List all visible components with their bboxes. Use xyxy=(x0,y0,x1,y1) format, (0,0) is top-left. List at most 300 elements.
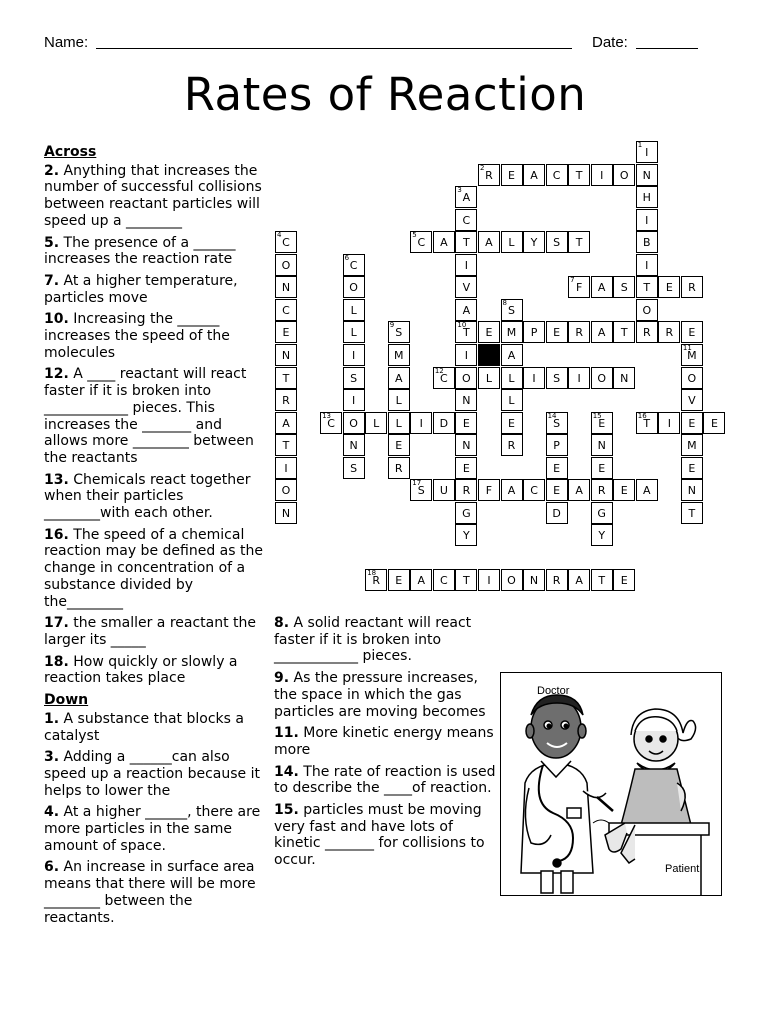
cell-letter: A xyxy=(597,281,606,295)
grid-cell xyxy=(681,321,703,343)
cell-letter: C xyxy=(440,574,448,588)
cell-letter: N xyxy=(281,281,291,295)
grid-cell xyxy=(546,321,568,343)
cell-letter: E xyxy=(282,326,290,340)
grid-cell xyxy=(501,344,523,366)
cell-letter: M xyxy=(506,326,517,340)
grid-cell xyxy=(591,502,613,524)
cell-letter: I xyxy=(577,371,581,385)
grid-cell xyxy=(433,231,455,253)
grid-cell xyxy=(388,389,410,411)
grid-cell xyxy=(478,367,500,389)
cell-letter: S xyxy=(553,236,561,250)
clue-number: 5 xyxy=(412,231,417,240)
cell-letter: I xyxy=(464,348,469,362)
cell-letter: E xyxy=(710,416,718,430)
cell-letter: T xyxy=(463,236,470,250)
grid-cell xyxy=(410,231,432,253)
grid-cell xyxy=(591,412,613,434)
grid-cell xyxy=(546,367,568,389)
grid-cell xyxy=(658,276,680,298)
cell-letter: R xyxy=(552,574,561,588)
across-heading: Across xyxy=(44,144,97,160)
grid-cell xyxy=(343,321,365,343)
grid-cell xyxy=(546,434,568,456)
grid-black-cell xyxy=(478,344,500,366)
grid-cell xyxy=(568,321,590,343)
cell-letter: L xyxy=(485,371,492,385)
cell-letter: V xyxy=(462,281,471,295)
cell-letter: O xyxy=(687,371,697,385)
grid-cell xyxy=(523,164,545,186)
down-clue-4: 4. At a higher ______, there are more particles in the same amount of space. xyxy=(44,804,261,854)
cell-letter: T xyxy=(688,506,696,520)
grid-cell xyxy=(275,457,297,479)
grid-cell xyxy=(343,344,365,366)
grid-cell xyxy=(658,321,680,343)
grid-cell xyxy=(501,321,523,343)
grid-cell xyxy=(275,367,297,389)
name-label: Name: xyxy=(44,34,89,51)
clue-number: 13 xyxy=(322,411,332,420)
grid-cell xyxy=(591,367,613,389)
grid-cell xyxy=(388,344,410,366)
cell-letter: E xyxy=(553,326,561,340)
across-clue-18: 18. How quickly or slowly a reaction takes place xyxy=(44,653,238,687)
grid-cell xyxy=(478,321,500,343)
cell-letter: R xyxy=(597,484,606,498)
cell-letter: U xyxy=(439,484,448,498)
grid-cell xyxy=(455,276,477,298)
cell-letter: C xyxy=(282,303,290,317)
grid-cell xyxy=(365,412,387,434)
cell-letter: T xyxy=(620,326,628,340)
cell-letter: S xyxy=(553,371,561,385)
grid-cell xyxy=(636,479,658,501)
cell-letter: N xyxy=(281,348,291,362)
cell-letter: C xyxy=(349,258,358,272)
grid-cell xyxy=(681,367,703,389)
grid-cell xyxy=(455,479,477,501)
grid-cell xyxy=(546,412,568,434)
cell-letter: R xyxy=(394,461,403,475)
grid-cell xyxy=(433,479,455,501)
cell-letter: E xyxy=(462,461,470,475)
grid-cell xyxy=(636,412,658,434)
grid-cell xyxy=(388,434,410,456)
cell-letter: E xyxy=(553,484,561,498)
grid-cell xyxy=(410,412,432,434)
cell-letter: T xyxy=(598,574,606,588)
cell-letter: T xyxy=(282,439,290,453)
grid-cell xyxy=(591,321,613,343)
grid-cell xyxy=(388,412,410,434)
cell-letter: L xyxy=(395,394,402,408)
grid-cell xyxy=(343,389,365,411)
cell-letter: A xyxy=(282,416,290,430)
grid-cell xyxy=(455,231,477,253)
down-clue-3: 3. Adding a ______can also speed up a reaction because it helps to lower the xyxy=(44,749,260,799)
cell-letter: B xyxy=(643,236,651,250)
clue-number: 12 xyxy=(434,366,444,375)
grid-cell xyxy=(636,276,658,298)
cell-letter: I xyxy=(600,168,604,182)
cell-letter: L xyxy=(395,416,402,430)
grid-cell xyxy=(343,434,365,456)
grid-cell xyxy=(455,186,477,208)
cell-letter: N xyxy=(462,394,471,408)
grid-cell xyxy=(568,367,590,389)
grid-cell xyxy=(478,569,500,591)
cell-letter: M xyxy=(687,439,697,453)
cell-letter: T xyxy=(575,168,583,182)
cell-letter: C xyxy=(462,213,471,227)
grid-cell xyxy=(636,321,658,343)
grid-cell xyxy=(455,389,477,411)
grid-cell xyxy=(501,479,523,501)
cell-letter: C xyxy=(440,371,448,385)
clue-number: 16 xyxy=(637,411,647,420)
cell-letter: Y xyxy=(598,529,606,543)
cell-letter: R xyxy=(688,281,696,295)
cell-letter: E xyxy=(508,416,515,430)
grid-cell xyxy=(275,479,297,501)
cell-letter: R xyxy=(575,326,583,340)
cell-letter: F xyxy=(575,281,583,295)
grid-cell xyxy=(501,164,523,186)
cell-letter: L xyxy=(508,371,515,385)
cell-letter: L xyxy=(508,394,515,408)
cell-letter: A xyxy=(462,191,471,205)
grid-cell xyxy=(591,569,613,591)
cell-letter: R xyxy=(485,168,493,182)
grid-cell xyxy=(636,299,658,321)
cell-letter: I xyxy=(487,574,491,588)
cell-letter: O xyxy=(642,303,652,317)
cell-letter: M xyxy=(394,348,404,362)
name-date-line xyxy=(44,34,704,54)
clue-number: 3 xyxy=(457,186,462,195)
grid-cell xyxy=(613,321,635,343)
grid-cell xyxy=(523,479,545,501)
cell-letter: I xyxy=(645,258,649,272)
clues-right-column xyxy=(274,615,496,874)
grid-cell xyxy=(681,412,703,434)
cell-letter: I xyxy=(645,213,649,227)
cell-letter: I xyxy=(464,258,469,272)
grid-cell xyxy=(568,276,590,298)
cell-letter: C xyxy=(282,236,290,250)
grid-cell xyxy=(275,276,297,298)
down-clue-14: 14. The rate of reaction is used to describe the ____of reaction. xyxy=(274,763,496,797)
cell-letter: N xyxy=(349,439,358,453)
grid-cell xyxy=(501,231,523,253)
grid-cell xyxy=(703,412,725,434)
cell-letter: A xyxy=(597,326,606,340)
grid-cell xyxy=(681,276,703,298)
cell-letter: I xyxy=(352,348,356,362)
cell-letter: S xyxy=(553,416,561,430)
grid-cell xyxy=(275,254,297,276)
cell-letter: E xyxy=(395,574,403,588)
cell-letter: T xyxy=(643,281,651,295)
cell-letter: O xyxy=(507,574,516,588)
cell-letter: L xyxy=(350,326,357,340)
grid-cell xyxy=(636,254,658,276)
grid-cell xyxy=(591,524,613,546)
cell-letter: R xyxy=(665,326,674,340)
across-clue-12: 12. A ____ reactant will react faster if it is broken into ____________ pieces. This increases the _______ and allows more ________ between the reactants xyxy=(44,366,254,466)
cell-letter: H xyxy=(642,191,651,205)
cell-letter: P xyxy=(553,439,560,453)
clue-number: 4 xyxy=(277,231,282,240)
cell-letter: N xyxy=(281,506,291,520)
doctor-patient-drawing xyxy=(501,673,721,895)
clue-number: 8 xyxy=(502,298,507,307)
across-clue-17: 17. the smaller a reactant the larger its _____ xyxy=(44,615,257,648)
grid-cell xyxy=(501,389,523,411)
name-blank xyxy=(96,48,572,49)
grid-cell xyxy=(546,457,568,479)
grid-cell xyxy=(546,231,568,253)
grid-cell xyxy=(343,299,365,321)
cell-letter: A xyxy=(643,484,651,498)
cell-letter: O xyxy=(349,281,358,295)
cell-letter: A xyxy=(507,348,516,362)
grid-cell xyxy=(591,276,613,298)
across-clue-16: 16. The speed of a chemical reaction may be defined as the change in concentration of a substance divided by the________ xyxy=(44,526,263,610)
clue-number: 10 xyxy=(457,321,467,330)
cell-letter: G xyxy=(597,506,606,520)
date-blank xyxy=(636,48,698,49)
down-heading: Down xyxy=(44,692,89,709)
cell-letter: Y xyxy=(463,529,470,543)
grid-cell xyxy=(591,434,613,456)
cell-letter: O xyxy=(462,371,471,385)
cell-letter: R xyxy=(507,439,516,453)
cell-letter: N xyxy=(620,371,629,385)
cell-letter: E xyxy=(620,484,628,498)
grid-cell xyxy=(455,569,477,591)
cell-letter: S xyxy=(417,484,425,498)
down-clue-8: 8. A solid reactant will react faster if it is broken into ____________ pieces. xyxy=(274,615,472,665)
grid-cell xyxy=(455,254,477,276)
cell-letter: M xyxy=(687,348,697,362)
cell-letter: A xyxy=(485,236,493,250)
cell-letter: N xyxy=(529,574,539,588)
cell-letter: N xyxy=(642,168,651,182)
across-clue-7: 7. At a higher temperature, particles move xyxy=(44,272,238,306)
grid-cell xyxy=(388,367,410,389)
date-label: Date: xyxy=(592,34,628,51)
across-clue-13: 13. Chemicals react together when their particles ________with each other. xyxy=(44,471,251,522)
cell-letter: E xyxy=(462,416,470,430)
grid-cell xyxy=(681,389,703,411)
cell-letter: O xyxy=(349,416,358,430)
grid-cell xyxy=(613,164,635,186)
grid-cell xyxy=(455,502,477,524)
cell-letter: D xyxy=(439,416,449,430)
cell-letter: T xyxy=(463,574,470,588)
grid-cell xyxy=(275,502,297,524)
grid-cell xyxy=(455,367,477,389)
grid-cell xyxy=(523,569,545,591)
doctor-caption: Doctor xyxy=(537,685,570,697)
grid-cell xyxy=(501,367,523,389)
grid-cell xyxy=(433,367,455,389)
patient-caption: Patient xyxy=(665,863,700,875)
cell-letter: V xyxy=(688,394,696,408)
cell-letter: A xyxy=(575,484,583,498)
cell-letter: A xyxy=(417,574,426,588)
grid-cell xyxy=(455,524,477,546)
grid-cell xyxy=(478,164,500,186)
down-clue-1: 1. A substance that blocks a catalyst xyxy=(44,710,244,744)
grid-cell xyxy=(523,321,545,343)
grid-cell xyxy=(523,367,545,389)
grid-cell xyxy=(591,164,613,186)
grid-cell xyxy=(275,344,297,366)
cell-letter: T xyxy=(282,371,290,385)
cell-letter: R xyxy=(372,574,381,588)
grid-cell xyxy=(455,344,477,366)
grid-cell xyxy=(501,412,523,434)
grid-cell xyxy=(591,457,613,479)
grid-cell xyxy=(546,479,568,501)
cell-letter: E xyxy=(688,416,696,430)
cell-letter: S xyxy=(350,371,358,385)
grid-cell xyxy=(275,434,297,456)
cell-letter: Y xyxy=(530,236,538,250)
cell-letter: T xyxy=(575,236,583,250)
cell-letter: S xyxy=(508,303,515,317)
down-clue-9: 9. As the pressure increases, the space in which the gas particles are moving becomes xyxy=(274,670,486,720)
cell-letter: A xyxy=(575,574,583,588)
grid-cell xyxy=(433,412,455,434)
down-clue-6: 6. An increase in surface area means that there will be more ________ between the reactants. xyxy=(44,859,256,926)
cell-letter: E xyxy=(485,326,493,340)
grid-cell xyxy=(613,276,635,298)
cell-letter: N xyxy=(597,439,606,453)
grid-cell xyxy=(410,569,432,591)
cell-letter: R xyxy=(282,394,290,408)
cell-letter: A xyxy=(530,168,538,182)
grid-cell xyxy=(388,321,410,343)
grid-cell xyxy=(501,434,523,456)
cell-letter: I xyxy=(419,416,423,430)
grid-cell xyxy=(568,569,590,591)
cell-letter: N xyxy=(462,439,471,453)
grid-cell xyxy=(455,209,477,231)
cell-letter: I xyxy=(667,416,671,430)
cell-letter: E xyxy=(688,461,696,475)
clue-number: 7 xyxy=(570,276,575,285)
grid-cell xyxy=(681,344,703,366)
clue-number: 11 xyxy=(682,343,692,352)
cell-letter: R xyxy=(642,326,651,340)
grid-cell xyxy=(343,254,365,276)
grid-cell xyxy=(636,141,658,163)
cell-letter: E xyxy=(553,461,561,475)
cell-letter: S xyxy=(395,326,403,340)
grid-cell xyxy=(568,479,590,501)
grid-cell xyxy=(410,479,432,501)
grid-cell xyxy=(501,299,523,321)
grid-cell xyxy=(275,412,297,434)
grid-cell xyxy=(455,412,477,434)
cell-letter: D xyxy=(552,506,561,520)
grid-cell xyxy=(658,412,680,434)
cell-letter: O xyxy=(597,371,607,385)
grid-cell xyxy=(523,231,545,253)
cell-letter: A xyxy=(440,236,448,250)
cell-letter: S xyxy=(350,461,358,475)
across-clue-10: 10. Increasing the ______ increases the speed of the molecules xyxy=(44,311,230,361)
clue-number: 9 xyxy=(389,321,395,330)
cell-letter: L xyxy=(350,303,357,317)
clues-left-column xyxy=(44,144,264,931)
grid-cell xyxy=(275,299,297,321)
grid-cell xyxy=(546,502,568,524)
grid-cell xyxy=(320,412,342,434)
grid-cell xyxy=(568,164,590,186)
down-clue-15: 15. particles must be moving very fast and have lots of kinetic _______ for collisions to occur. xyxy=(274,802,485,869)
grid-cell xyxy=(636,209,658,231)
cell-letter: T xyxy=(463,326,470,340)
grid-cell xyxy=(681,457,703,479)
clue-number: 15 xyxy=(592,411,602,420)
clue-number: 14 xyxy=(547,411,557,420)
cell-letter: G xyxy=(462,506,471,520)
grid-cell xyxy=(613,479,635,501)
cell-letter: O xyxy=(619,168,629,182)
cell-letter: E xyxy=(598,461,606,475)
grid-cell xyxy=(343,367,365,389)
grid-cell xyxy=(636,231,658,253)
cell-letter: L xyxy=(373,416,380,430)
across-clue-2: 2. Anything that increases the number of successful collisions between reactant particles will speed up a ________ xyxy=(44,162,262,229)
grid-cell xyxy=(388,569,410,591)
cell-letter: E xyxy=(620,574,628,588)
cell-letter: C xyxy=(327,416,335,430)
clue-number: 17 xyxy=(412,479,422,488)
cell-letter: E xyxy=(395,439,403,453)
cell-letter: I xyxy=(352,394,356,408)
cell-letter: E xyxy=(598,416,606,430)
doctor-patient-illustration xyxy=(500,672,722,896)
grid-cell xyxy=(681,434,703,456)
grid-cell xyxy=(455,457,477,479)
cell-letter: E xyxy=(688,326,696,340)
across-clue-5: 5. The presence of a ______ increases the reaction rate xyxy=(44,234,236,268)
cell-letter: C xyxy=(417,236,426,250)
grid-cell xyxy=(388,457,410,479)
clue-number: 1 xyxy=(637,141,643,149)
clue-number: 2 xyxy=(479,163,485,172)
cell-letter: I xyxy=(284,461,288,475)
cell-letter: I xyxy=(532,371,536,385)
grid-cell xyxy=(681,479,703,501)
grid-cell xyxy=(343,276,365,298)
cell-letter: E xyxy=(665,281,673,295)
grid-cell xyxy=(546,569,568,591)
grid-cell xyxy=(546,164,568,186)
cell-letter: R xyxy=(462,484,471,498)
grid-cell xyxy=(501,569,523,591)
grid-cell xyxy=(681,502,703,524)
grid-cell xyxy=(275,231,297,253)
grid-cell xyxy=(478,479,500,501)
